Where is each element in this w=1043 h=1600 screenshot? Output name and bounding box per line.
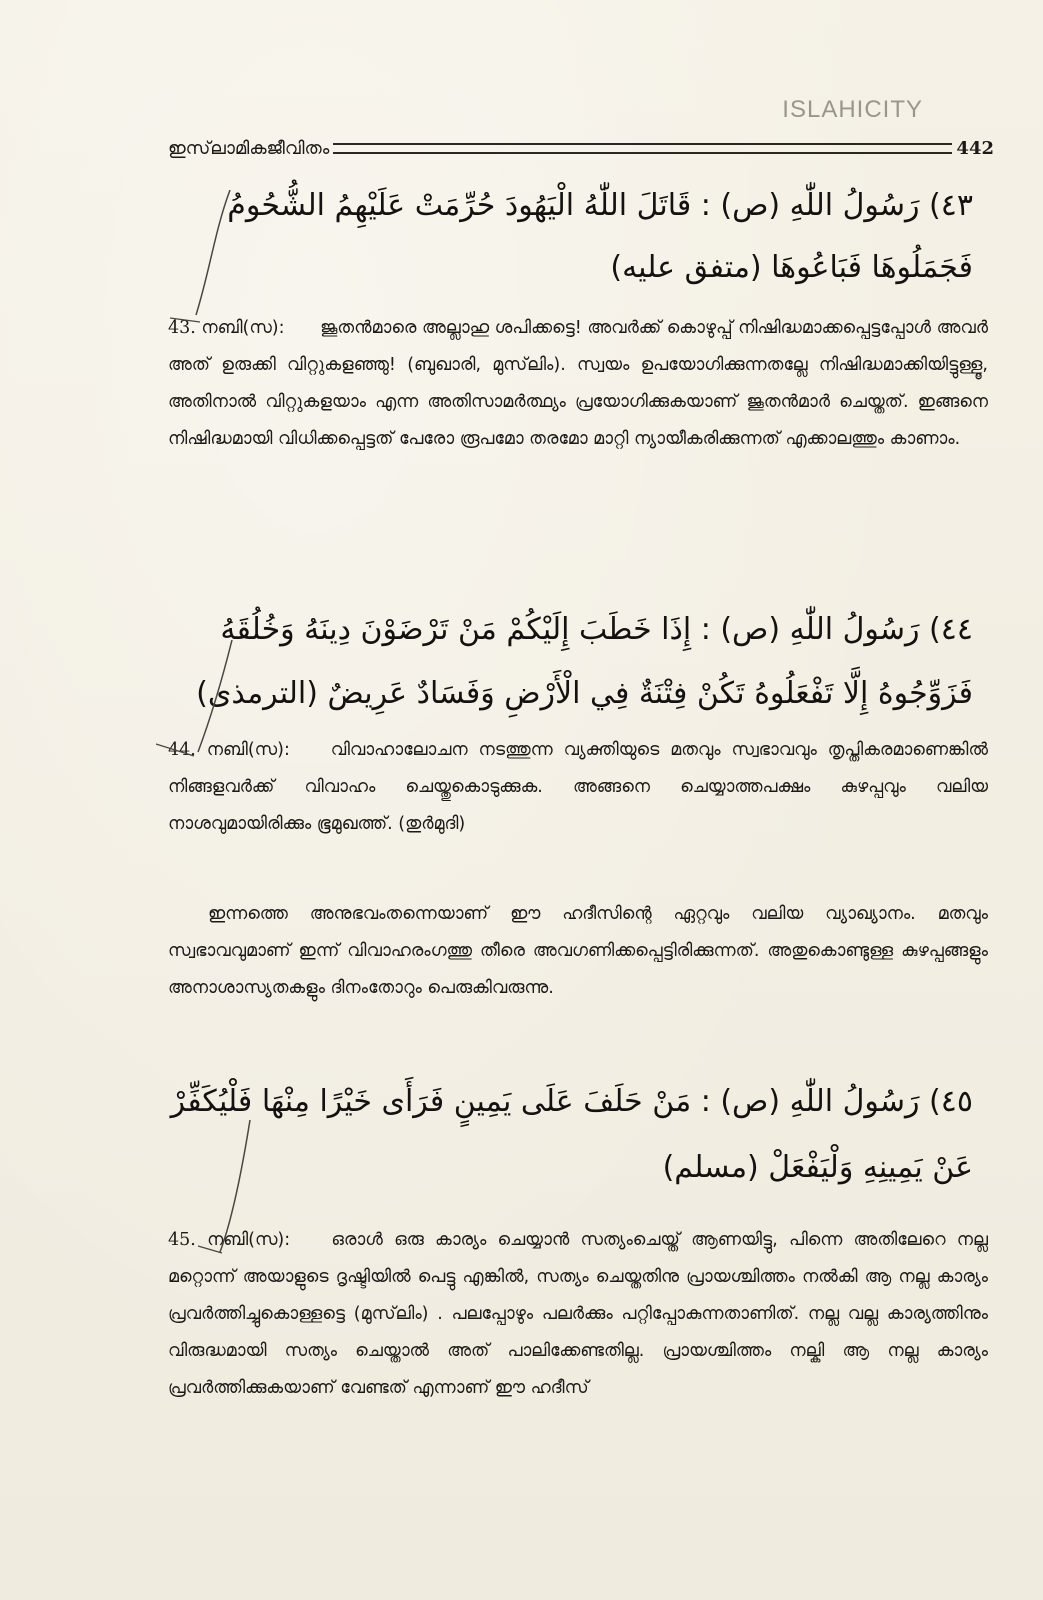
hadith-43-translation: [168, 310, 988, 458]
hadith-43-arabic-line2: فَجَمَلُوهَا فَبَاعُوهَا (متفق عليه): [610, 250, 973, 285]
hadith-45-arabic-line1: ٤٥) رَسُولُ اللّٰهِ (ص) : مَنْ حَلَفَ عَلَى يَمِينٍ فَرَأَى خَيْرًا مِنْهَا فَلْيُكَفِّرْ: [170, 1084, 973, 1119]
prophet-label: നബി(സ):: [201, 318, 285, 338]
hadith-44-translation: [168, 732, 988, 843]
hadith-text: ജൂതൻമാരെ അല്ലാഹു ശപിക്കട്ടെ! അവർക്ക് കൊഴുപ്പ് നിഷിദ്ധമാക്കപ്പെട്ടപ്പോൾ അവർ അത് ഉരുക്കി വിറ്റുകളഞ്ഞു! (ബുഖാരി, മുസ്‌ലിം). സ്വയം ഉപയോഗിക്കുന്നതല്ലേ നിഷിദ്ധമാക്കിയിട്ടുള്ളൂ, അതിനാൽ വിറ്റുകളയാം എന്ന അതിസാമർത്ഥ്യം പ്രയോഗിക്കുകയാണ് ജൂതൻമാർ ചെയ്തത്. ഇങ്ങനെ നിഷിദ്ധമായി വിധിക്കപ്പെട്ടത് പേരോ രൂപമോ തരമോ മാറ്റി ന്യായീകരിക്കുന്നത് എക്കാലത്തും കാണാം.: [168, 318, 988, 449]
prophet-label: നബി(സ):: [206, 740, 290, 760]
hadith-text: ഒരാൾ ഒരു കാര്യം ചെയ്യാൻ സത്യംചെയ്ത് ആണയിട്ടു, പിന്നെ അതിലേറെ നല്ല മറ്റൊന്ന് അയാളുടെ ദൃഷ്ടിയിൽ പെട്ടു എങ്കിൽ, സത്യം ചെയ്തതിനു പ്രായശ്ചിത്തം നൽകി ആ നല്ല കാര്യം പ്രവർത്തിച്ചുകൊള്ളട്ടെ (മുസ്‌ലിം) . പലപ്പോഴും പലർക്കും പറ്റിപ്പോകുന്നതാണിത്. നല്ല വല്ല കാര്യത്തിനും വിരുദ്ധമായി സത്യം ചെയ്താൽ അത് പാലിക്കേണ്ടതില്ല. പ്രായശ്ചിത്തം നല്കി ആ നല്ല കാര്യം പ്രവർത്തിക്കുകയാണ് വേണ്ടത് എന്നാണ് ഈ ഹദീസ്: [168, 1230, 988, 1398]
running-header: [168, 134, 994, 162]
page-number: 442: [956, 137, 994, 159]
book-title: ഇസ്‌ലാമികജീവിതം: [168, 137, 330, 159]
hadith-44-arabic-line2: فَزَوِّجُوهُ إِلَّا تَفْعَلُوهُ تَكُنْ فِتْنَةٌ فِي الْأَرْضِ وَفَسَادٌ عَرِيضٌ (الترمذى): [196, 676, 973, 711]
header-rule: [333, 143, 952, 154]
pencil-mark-45: [180, 1120, 270, 1260]
hadith-45-translation: [168, 1222, 988, 1407]
watermark: ISLAHICITY: [782, 96, 923, 123]
prophet-label: നബി(സ):: [207, 1230, 291, 1250]
hadith-44-arabic-line1: ٤٤) رَسُولُ اللّٰهِ (ص) : إِذَا خَطَبَ إِلَيْكُمْ مَنْ تَرْضَوْنَ دِينَهُ وَخُلُقَهُ: [220, 612, 973, 647]
hadith-45-arabic-line2: عَنْ يَمِينِهِ وَلْيَفْعَلْ (مسلم): [662, 1150, 973, 1185]
pencil-mark-43: [140, 190, 260, 330]
hadith-44-commentary: ഇന്നത്തെ അനുഭവംതന്നെയാണ് ഈ ഹദീസിന്റെ ഏറ്റവും വലിയ വ്യാഖ്യാനം. മതവും സ്വഭാവവുമാണ് ഇന്ന് വിവാഹരംഗത്തു തീരെ അവഗണിക്കപ്പെട്ടിരിക്കുന്നത്. അതുകൊണ്ടുള്ള കുഴപ്പങ്ങളും അനാശാസ്യതകളും ദിനംതോറും പെരുകിവരുന്നു.: [168, 904, 988, 998]
hadith-43-arabic-line1: ٤٣) رَسُولُ اللّٰهِ (ص) : قَاتَلَ اللّٰهُ الْيَهُودَ حُرِّمَتْ عَلَيْهِمُ الشُّحُومُ: [227, 188, 973, 223]
hadith-number: 43.: [168, 318, 196, 338]
pencil-mark-44: [140, 640, 260, 760]
hadith-number: 44.: [168, 740, 196, 760]
hadith-text: വിവാഹാലോചന നടത്തുന്ന വ്യക്തിയുടെ മതവും സ്വഭാവവും തൃപ്തികരമാണെങ്കിൽ നിങ്ങളവർക്ക് വിവാഹം ചെയ്തുകൊടുക്കുക. അങ്ങനെ ചെയ്യാത്തപക്ഷം കുഴപ്പവും വലിയ നാശവുമായിരിക്കും ഭൂമുഖത്ത്. (തുർമുദി): [168, 740, 988, 834]
hadith-number: 45.: [168, 1230, 196, 1250]
